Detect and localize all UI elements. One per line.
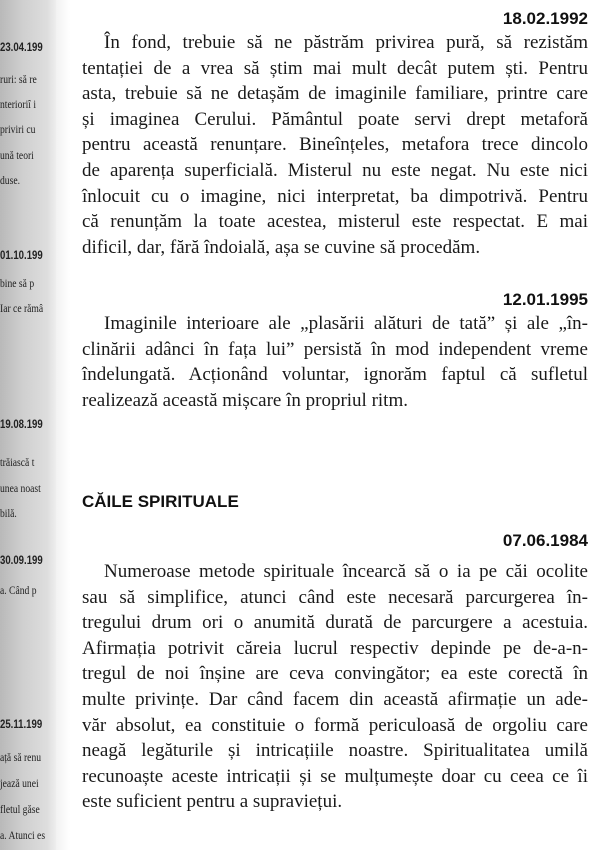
facing-text: bilă. xyxy=(0,506,17,520)
facing-text: bine să p xyxy=(0,276,35,290)
facing-text: jează unei xyxy=(0,776,39,790)
text-line: de aparența superficială. Misterul nu este negat. Nu este nici xyxy=(82,159,588,181)
text-line: clinării adânci în fața lui” persistă în mod independent vreme xyxy=(82,338,588,360)
facing-text: ață să renu xyxy=(0,750,42,764)
facing-date: 30.09.199 xyxy=(0,553,43,567)
facing-text: priviri cu xyxy=(0,122,36,136)
text-line: recunoaște aceste intricații și se mulțumește doar cu ceea ce îi xyxy=(82,765,588,787)
text-line: înlocuit cu o imagine, nici interpretat, ba dimpotrivă. Pentru xyxy=(82,185,588,207)
entry-date: 18.02.1992 xyxy=(502,9,588,28)
entry-date: 07.06.1984 xyxy=(502,531,588,550)
facing-text: ună teori xyxy=(0,148,34,162)
text-line: Imaginile interioare ale „plasării alături de tată” și ale „în- xyxy=(104,313,588,334)
facing-text: fletul găse xyxy=(0,802,40,816)
facing-text: unea noast xyxy=(0,481,41,495)
text-line: și imaginea Cerului. Pământul poate servi drept metaforă xyxy=(82,108,588,130)
facing-text: ruri: să re xyxy=(0,72,37,86)
text-line: asta, trebuie să ne detașăm de imaginile familiare, printre care xyxy=(82,83,588,105)
facing-text: a. Atunci es xyxy=(0,828,46,842)
text-line: că renunțăm la toate acestea, misterul este respectat. E mai xyxy=(82,211,588,233)
facing-page-edge xyxy=(0,0,56,850)
entry-paragraph xyxy=(82,559,588,815)
text-line: îndelungată. Acționând voluntar, ignorăm faptul că sufletul xyxy=(82,364,588,386)
facing-text: trăiască t xyxy=(0,455,35,469)
facing-date: 01.10.199 xyxy=(0,248,43,262)
facing-date: 25.11.199 xyxy=(0,717,43,731)
text-line: tregul de noi înșine are ceva convingător; ea este corectă în xyxy=(82,663,588,685)
text-line: Afirmația potrivit căreia lucrul respectiv depinde pe de-a-n- xyxy=(82,637,588,659)
text-line: tentației de a vrea să știm mai mult decât putem ști. Pentru xyxy=(82,57,588,79)
text-line: realizează această mișcare în propriul ritm. xyxy=(82,389,408,411)
text-line: În fond, trebuie să ne păstrăm privirea pură, să rezistăm xyxy=(104,32,588,53)
facing-text: a. Când p xyxy=(0,583,37,597)
facing-text: duse. xyxy=(0,173,20,187)
facing-date: 19.08.199 xyxy=(0,417,43,431)
text-line: Numeroase metode spirituale încearcă să o ia pe căi ocolite xyxy=(104,561,588,582)
text-line: multe privințe. Dar când facem din această afirmație un ade- xyxy=(82,688,588,710)
entry-paragraph xyxy=(82,30,588,260)
text-line: văr absolut, ea constituie o formă periculoasă de orgoliu care xyxy=(82,714,588,736)
facing-text: nterioriȋ i xyxy=(0,97,36,111)
text-line: dificil, dar, fără îndoială, așa se cuvine să procedăm. xyxy=(82,236,481,258)
section-heading: CĂILE SPIRITUALE xyxy=(82,492,239,511)
page-gutter xyxy=(56,0,70,850)
facing-text: Iar ce rămâ xyxy=(0,301,44,315)
text-line: este suficient pentru a supraviețui. xyxy=(82,791,343,813)
entry-date: 12.01.1995 xyxy=(502,290,588,309)
text-line: pentru această renunțare. Bineînțeles, metafora trece dincolo xyxy=(82,134,588,156)
entry-paragraph xyxy=(82,311,588,413)
text-line: neagă legăturile și intricațiile noastre. Spiritualitatea umilă xyxy=(82,740,588,762)
text-line: tregului drum ori o anumită durată de parcurgere a acestuia. xyxy=(82,612,588,634)
facing-date: 23.04.199 xyxy=(0,40,43,54)
text-line: sau să simplifice, atunci când este necesară parcurgerea în- xyxy=(82,586,588,608)
